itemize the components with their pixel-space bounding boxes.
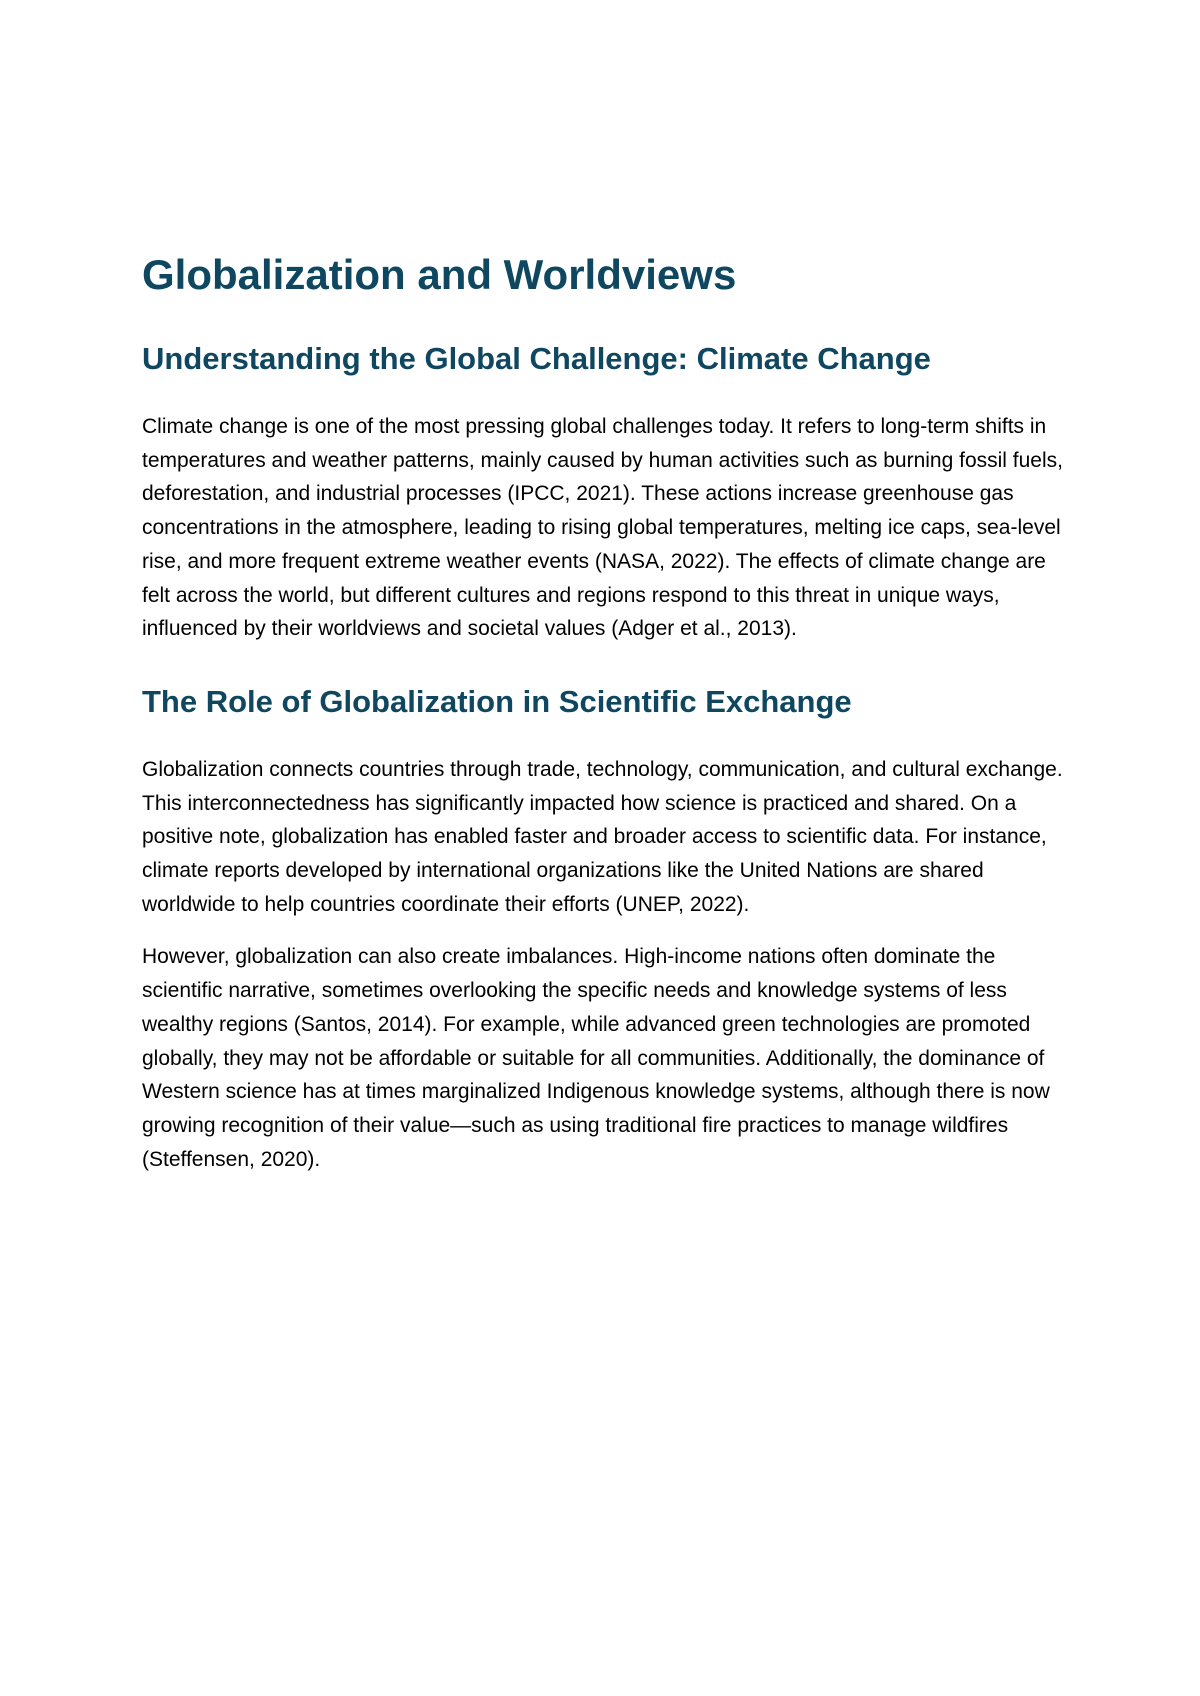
paragraph: However, globalization can also create imbalances. High-income nations often dominate the scientific narrative, sometimes overlooking the specific needs and knowledge systems of less wealthy regions (Santos, 2014). For example, while advanced green technologies are promoted globally, they may not be affordable or suitable for all communities. Additionally, the dominance of Western science has at times marginalized Indigenous knowledge systems, although there is now growing recognition of their value—such as using traditional fire practices to manage wildfires (Steffensen, 2020). bbox=[142, 945, 1050, 1171]
section-heading: Understanding the Global Challenge: Climate Change bbox=[142, 341, 931, 376]
section-heading: The Role of Globalization in Scientific Exchange bbox=[142, 683, 852, 719]
section-globalization-science bbox=[142, 683, 1072, 1176]
section-climate-change bbox=[142, 340, 1072, 646]
paragraph: Globalization connects countries through trade, technology, communication, and cultural exchange. This interconnectedness has significantly impacted how science is practiced and shared. On a positive note, globalization has enabled faster and broader access to scientific data. For instance, climate reports developed by international organizations like the United Nations are shared worldwide to help countries coordinate their efforts (UNEP, 2022). bbox=[142, 757, 1063, 916]
document-title: Globalization and Worldviews bbox=[142, 251, 737, 298]
document-page bbox=[142, 250, 1072, 1176]
paragraph: Climate change is one of the most pressing global challenges today. It refers to long-term shifts in temperatures and weather patterns, mainly caused by human activities such as burning fossil fuels, deforestation, and industrial processes (IPCC, 2021). These actions increase greenhouse gas concentrations in the atmosphere, leading to rising global temperatures, melting ice caps, sea-level rise, and more frequent extreme weather events (NASA, 2022). The effects of climate change are felt across the world, but different cultures and regions respond to this threat in unique ways, influenced by their worldviews and societal values (Adger et al., 2013). bbox=[142, 415, 1063, 641]
